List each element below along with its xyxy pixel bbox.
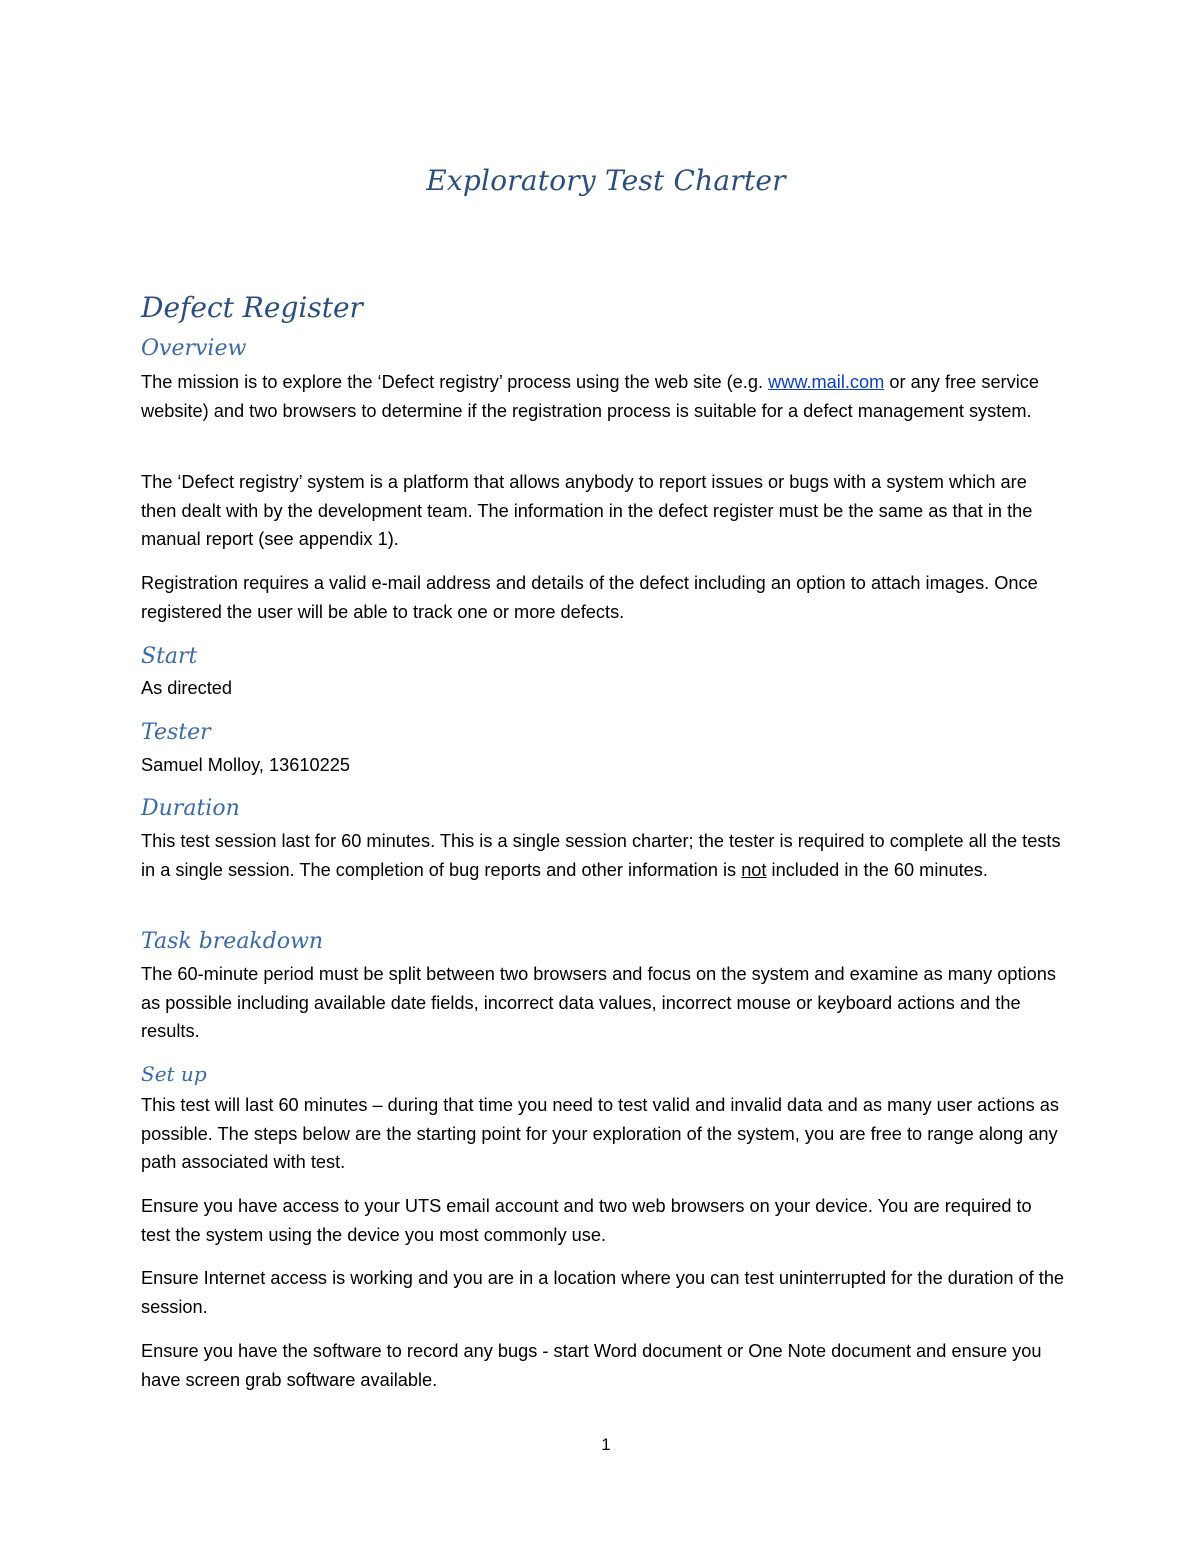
overview-p1-text-after: or any free service website) and two browsers to determine if the registration process is suitable for a defect management system. — [141, 372, 1039, 421]
set-up-paragraph-1: This test will last 60 minutes – during that time you need to test valid and invalid data and as many user actions as possible. The steps below are the starting point for your exploration of the system, you are free to range along any path associated with test. — [141, 1095, 1059, 1173]
overview-paragraph-1 — [141, 368, 1066, 425]
duration-paragraph — [141, 827, 1066, 884]
duration-heading: Duration — [141, 796, 240, 821]
section-heading-defect-register: Defect Register — [141, 291, 363, 324]
page-number: 1 — [601, 1435, 611, 1454]
duration-underlined-not: not — [741, 859, 767, 880]
overview-p1-text-before: The mission is to explore the ‘Defect registry’ process using the web site (e.g. — [141, 372, 769, 392]
mail-website-link[interactable]: www.mail.com — [768, 372, 885, 392]
tester-heading: Tester — [141, 720, 211, 745]
overview-paragraph-2: The ‘Defect registry’ system is a platform that allows anybody to report issues or bugs with a system which are then dealt with by the development team. The information in the defect register must be the same as that in the manual report (see appendix 1). — [141, 472, 1033, 550]
document-title: Exploratory Test Charter — [426, 164, 786, 197]
start-text: As directed — [141, 678, 232, 698]
task-breakdown-heading: Task breakdown — [141, 929, 324, 954]
set-up-heading: Set up — [141, 1062, 207, 1086]
duration-text-after: included in the 60 minutes. — [766, 859, 988, 880]
set-up-paragraph-3: Ensure Internet access is working and you are in a location where you can test uninterrupted for the duration of the session. — [141, 1268, 1065, 1317]
set-up-paragraph-4: Ensure you have the software to record any bugs - start Word document or One Note document and ensure you have screen grab software available. — [141, 1341, 1042, 1390]
duration-text-before: This test session last for 60 minutes. This is a single session charter; the tester is required to complete all the tests in a single session. The completion of bug reports and other information is — [141, 831, 1061, 880]
set-up-paragraph-2: Ensure you have access to your UTS email account and two web browsers on your device. You are required to test the system using the device you most commonly use. — [141, 1196, 1032, 1245]
task-breakdown-paragraph: The 60-minute period must be split between two browsers and focus on the system and examine as many options as possible including available date fields, incorrect data values, incorrect mouse or keyboard actions and the results. — [141, 964, 1056, 1042]
overview-paragraph-3: Registration requires a valid e-mail address and details of the defect including an option to attach images. Once registered the user will be able to track one or more defects. — [141, 573, 1038, 622]
overview-heading: Overview — [141, 336, 247, 361]
start-heading: Start — [141, 644, 198, 669]
tester-text: Samuel Molloy, 13610225 — [141, 755, 350, 775]
